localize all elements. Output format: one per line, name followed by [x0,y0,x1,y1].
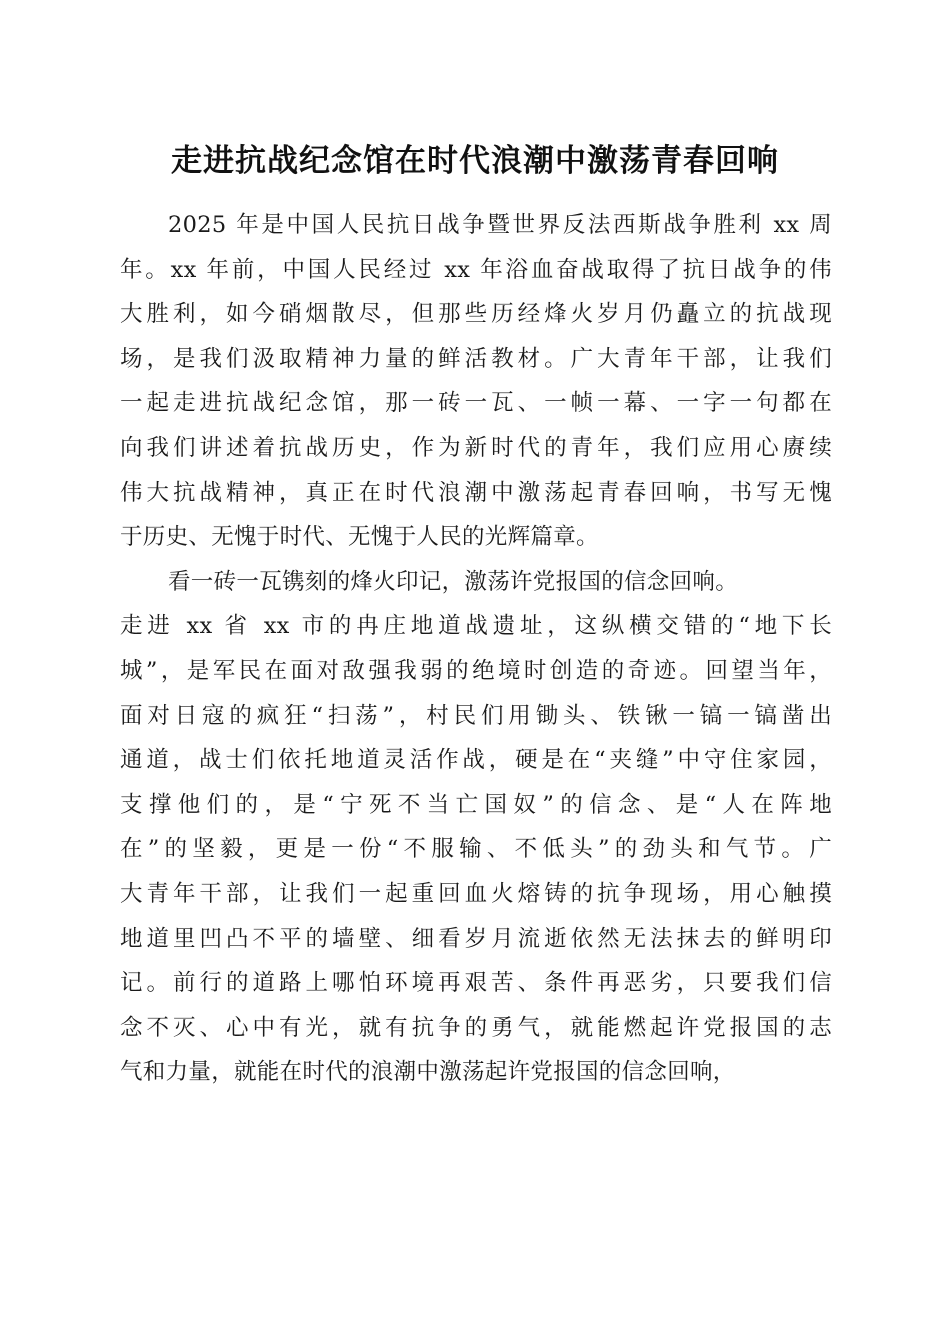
paragraph-line: 气和力量，就能在时代的浪潮中激荡起许党报国的信念回响， [120,1059,736,1086]
paragraph-line: 于历史、无愧于时代、无愧于人民的光辉篇章。 [120,524,599,551]
document-body [120,203,832,1095]
paragraph-line: 走进 xx 省 xx 市的冉庄地道战遗址，这纵横交错的“地下长 [120,613,832,640]
paragraph-line: 城”，是军民在面对敌强我弱的绝境时创造的奇迹。回望当年， [120,657,832,684]
paragraph-line: 看一砖一瓦镌刻的烽火印记，激荡许党报国的信念回响。 [168,568,739,595]
paragraph-line: 记。前行的道路上哪怕环境再艰苦、条件再恶劣，只要我们信 [120,970,832,997]
paragraph-line: 大青年干部，让我们一起重回血火熔铸的抗争现场，用心触摸 [120,880,832,907]
paragraph-line: 场，是我们汲取精神力量的鲜活教材。广大青年干部，让我们 [120,345,832,372]
paragraph-line: 地道里凹凸不平的墙壁、细看岁月流逝依然无法抹去的鲜明印 [120,925,832,952]
paragraph-line: 在”的坚毅，更是一份“不服输、不低头”的劲头和气节。广 [120,836,832,863]
paragraph-line: 通道，战士们依托地道灵活作战，硬是在“夹缝”中守住家园， [120,747,832,774]
paragraph-1 [120,203,832,560]
paragraph-2 [120,560,832,1095]
document-title: 走进抗战纪念馆在时代浪潮中激荡青春回响 [171,143,779,179]
paragraph-line: 念不灭、心中有光，就有抗争的勇气，就能燃起许党报国的志 [120,1014,832,1041]
paragraph-line: 大胜利，如今硝烟散尽，但那些历经烽火岁月仍矗立的抗战现 [120,301,832,328]
paragraph-line: 伟大抗战精神，真正在时代浪潮中激荡起青春回响，书写无愧 [120,479,832,506]
paragraph-line: 支撑他们的，是“宁死不当亡国奴”的信念、是“人在阵地 [120,791,832,818]
paragraph-line: 面对日寇的疯狂“扫荡”，村民们用锄头、铁锹一镐一镐凿出 [120,702,832,729]
paragraph-line: 2025 年是中国人民抗日战争暨世界反法西斯战争胜利 xx 周 [168,212,832,238]
paragraph-line: 向我们讲述着抗战历史，作为新时代的青年，我们应用心赓续 [120,434,832,461]
paragraph-line: 年。xx 年前，中国人民经过 xx 年浴血奋战取得了抗日战争的伟 [120,256,832,283]
paragraph-line: 一起走进抗战纪念馆，那一砖一瓦、一帧一幕、一字一句都在 [120,390,832,417]
